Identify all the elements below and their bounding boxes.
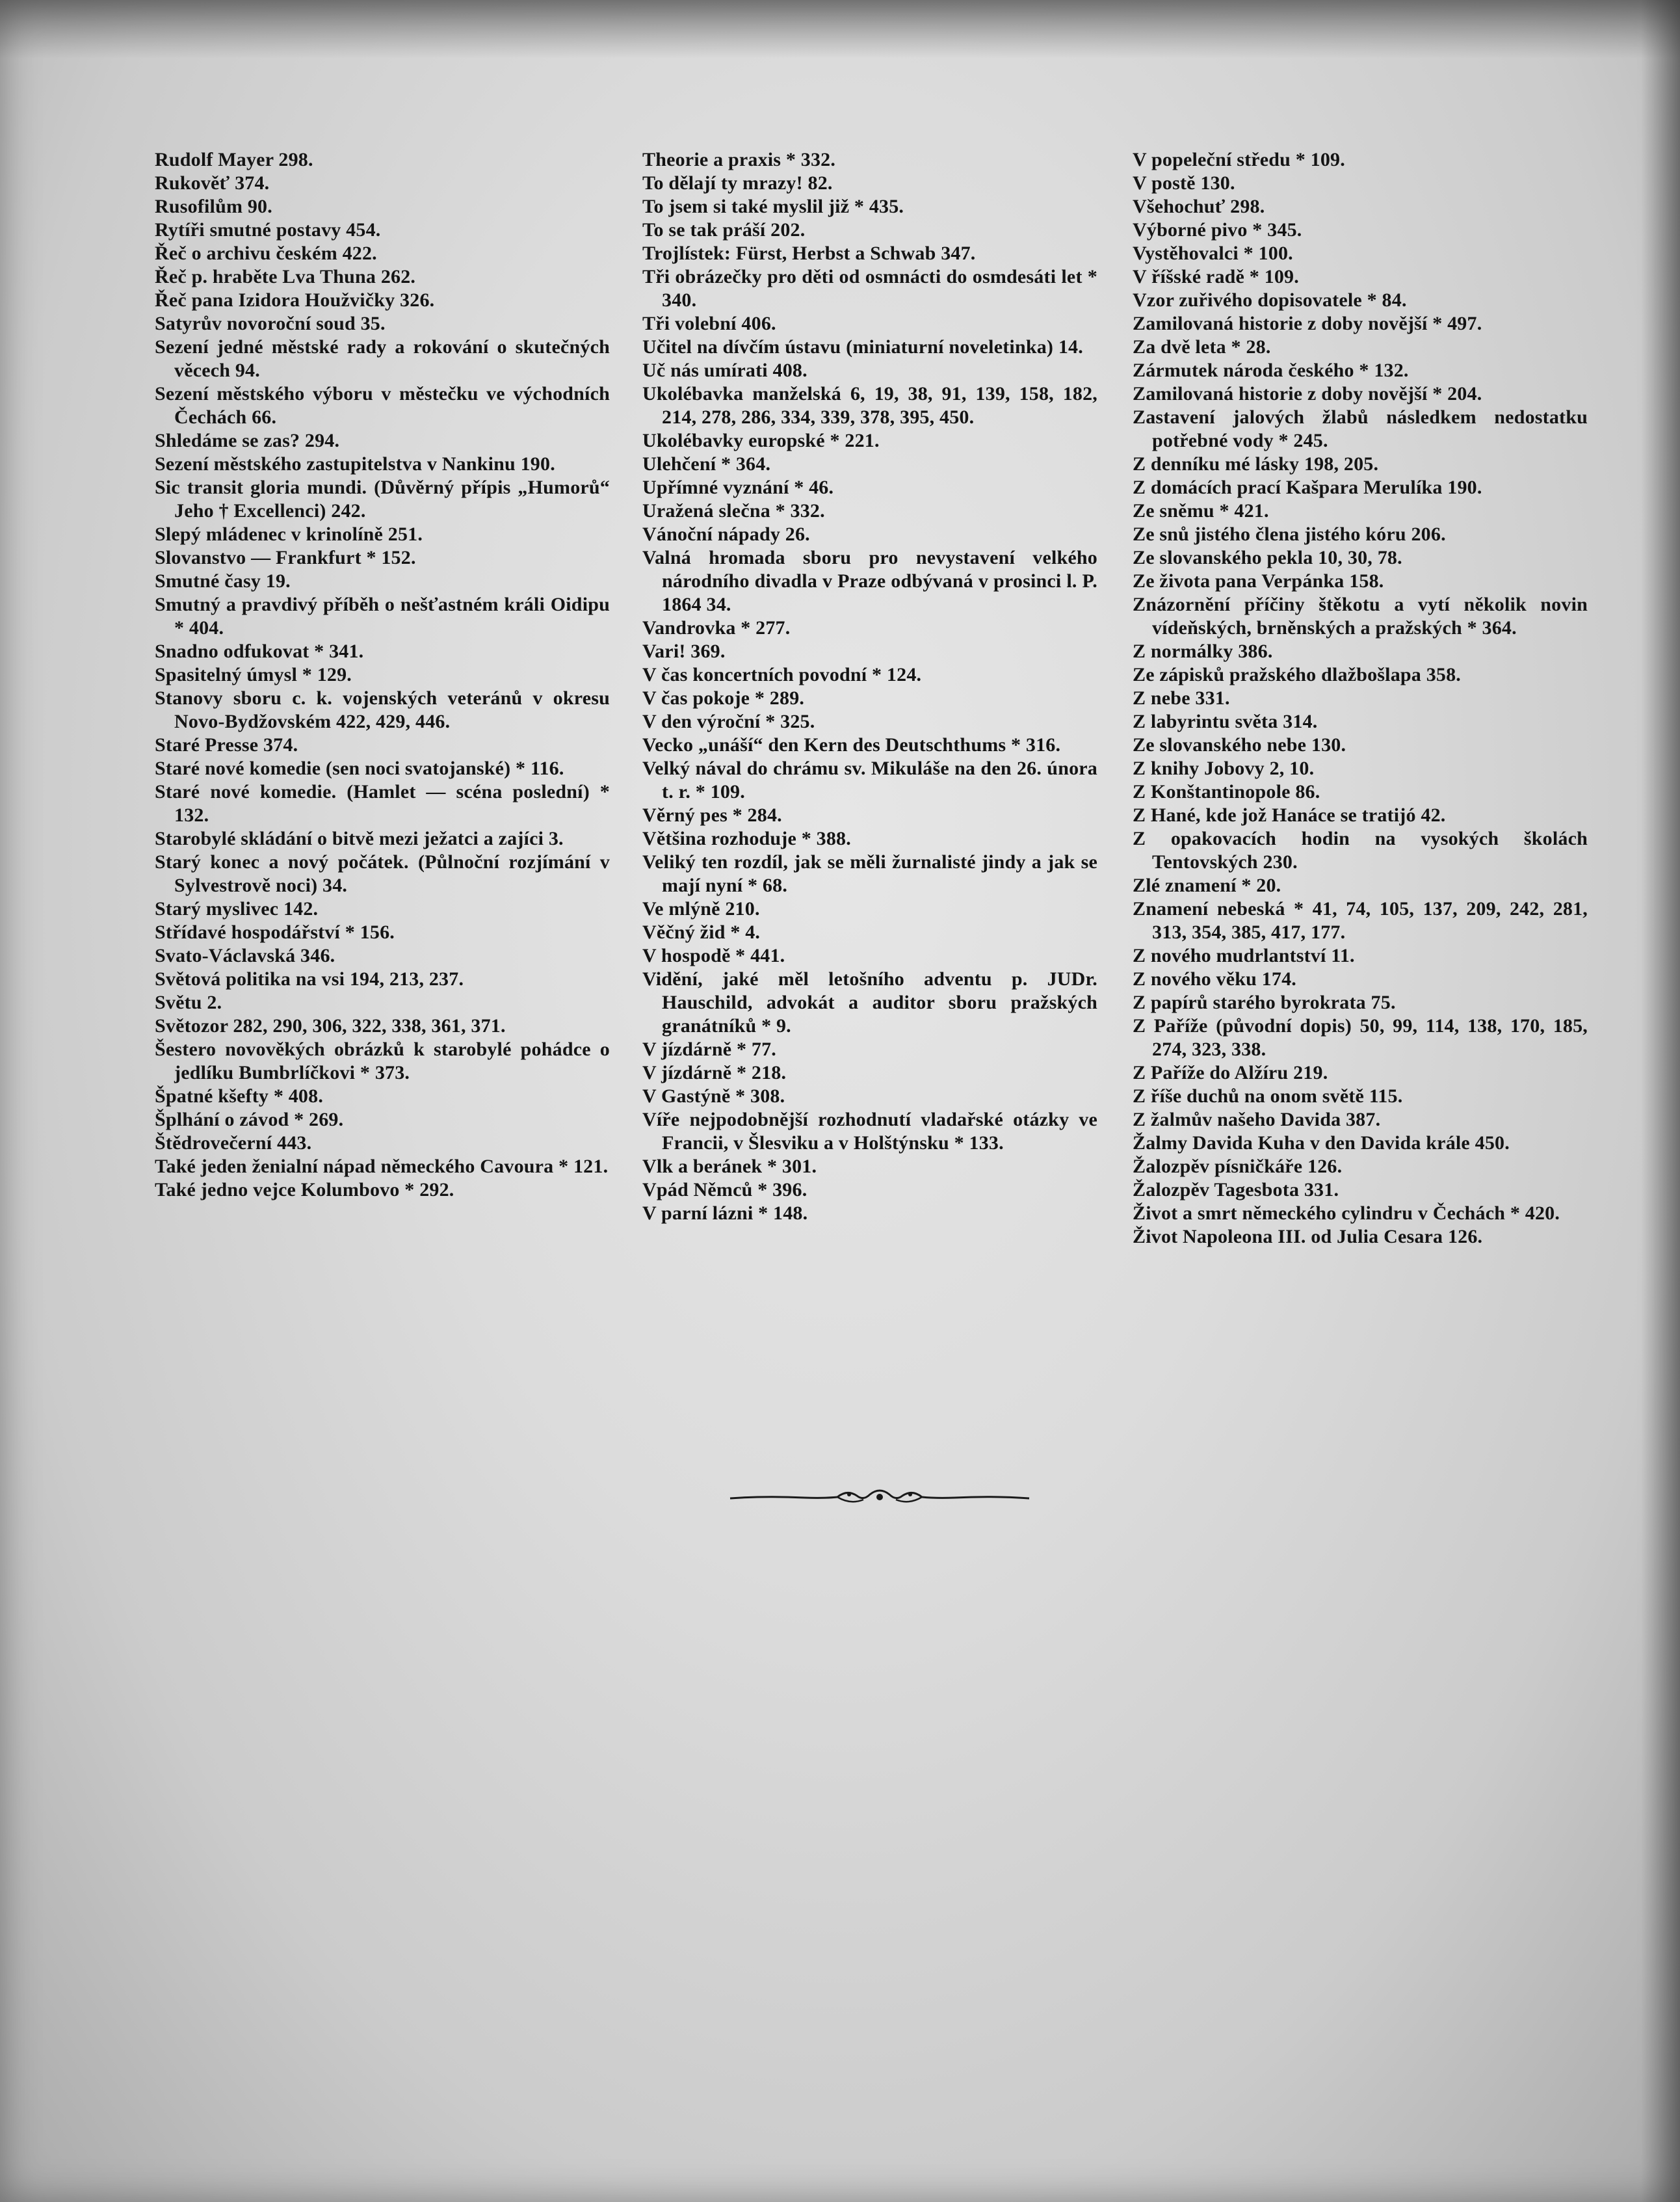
index-entry: Z knihy Jobovy 2, 10. — [1133, 758, 1315, 779]
index-entry: Vari! 369. — [642, 641, 726, 662]
index-entry: Starobylé skládání o bitvě mezi ježatci a zajíci 3. — [155, 828, 564, 849]
index-entry: Žalozpěv písničkáře 126. — [1133, 1156, 1343, 1177]
index-entry: Vpád Němců * 396. — [642, 1179, 807, 1200]
index-entry: Tři volební 406. — [642, 313, 776, 334]
index-entry: Ze života pana Verpánka 158. — [1133, 570, 1384, 592]
index-entry: Zamilovaná historie z doby novější * 497. — [1133, 313, 1482, 334]
index-entry: Učitel na dívčím ústavu (miniaturní noveletinka) 14. — [642, 336, 1083, 358]
index-entry: V jízdárně * 77. — [642, 1039, 776, 1060]
index-entry: Z Hané, kde jož Hanáce se tratijó 42. — [1133, 804, 1446, 826]
index-entry: V hospodě * 441. — [642, 945, 785, 966]
index-entry: Satyrův novoroční soud 35. — [155, 313, 386, 334]
index-entry: Tři obrázečky pro děti od osmnácti do osmdesáti let * 340. — [642, 266, 1097, 311]
index-entry: V říšské radě * 109. — [1133, 266, 1299, 287]
index-entry: Vecko „unáší“ den Kern des Deutschthums * 316. — [642, 734, 1061, 756]
index-entry: To dělají ty mrazy! 82. — [642, 172, 833, 194]
index-entry: Spasitelný úmysl * 129. — [155, 664, 352, 685]
index-entry: Ze sněmu * 421. — [1133, 500, 1269, 522]
index-entry: V postě 130. — [1133, 172, 1235, 194]
index-entry: Zlé znamení * 20. — [1133, 875, 1281, 896]
index-column-1 — [155, 148, 610, 1202]
index-entry: Vlk a beránek * 301. — [642, 1156, 817, 1177]
index-entry: Řeč p. hraběte Lva Thuna 262. — [155, 266, 416, 287]
index-entry: Rusofilům 90. — [155, 196, 272, 217]
index-entry: Také jeden ženialní nápad německého Cavoura * 121. — [155, 1156, 609, 1177]
index-entry: Všehochuť 298. — [1133, 196, 1265, 217]
index-column-2 — [642, 148, 1097, 1225]
index-entry: Vandrovka * 277. — [642, 617, 791, 639]
index-entry: Zastavení jalových žlabů následkem nedostatku potřebné vody * 245. — [1133, 406, 1588, 451]
index-entry: Veliký ten rozdíl, jak se měli žurnalisté jindy a jak se mají nyní * 68. — [642, 851, 1097, 896]
index-entry: Výborné pivo * 345. — [1133, 219, 1302, 241]
index-entry: Štědrovečerní 443. — [155, 1132, 312, 1154]
flourish-divider-icon — [727, 1484, 1032, 1510]
index-entry: Řeč o archivu českém 422. — [155, 243, 377, 264]
index-entry: Rukověť 374. — [155, 172, 270, 194]
index-entry: Staré nové komedie. (Hamlet — scéna poslední) * 132. — [155, 781, 610, 826]
index-entry: V čas koncertních povodní * 124. — [642, 664, 922, 685]
index-entry: V den výroční * 325. — [642, 711, 815, 732]
index-entry: Shledáme se zas? 294. — [155, 430, 340, 451]
index-entry: Ulehčení * 364. — [642, 453, 771, 475]
index-entry: Ukolébavka manželská 6, 19, 38, 91, 139, 158, 182, 214, 278, 286, 334, 339, 378, 395, 450. — [642, 383, 1097, 428]
index-entry: Ze slovanského nebe 130. — [1133, 734, 1346, 756]
index-entry: Snadno odfukovat * 341. — [155, 641, 364, 662]
index-entry: Světu 2. — [155, 992, 222, 1013]
index-entry: Vánoční nápady 26. — [642, 524, 810, 545]
index-entry: Sezení jedné městské rady a rokování o skutečných věcech 94. — [155, 336, 610, 381]
index-entry: V jízdárně * 218. — [642, 1062, 787, 1083]
index-entry: Věrný pes * 284. — [642, 804, 782, 826]
index-entry: Z Paříže (původní dopis) 50, 99, 114, 138, 170, 185, 274, 323, 338. — [1133, 1015, 1588, 1060]
index-entry: Starý konec a nový počátek. (Půlnoční rozjímání v Sylvestrově noci) 34. — [155, 851, 610, 896]
index-entry: Starý myslivec 142. — [155, 898, 319, 920]
index-entry: Žalmy Davida Kuha v den Davida krále 450. — [1133, 1132, 1510, 1154]
index-entry: Z nebe 331. — [1133, 687, 1230, 709]
index-entry: Za dvě leta * 28. — [1133, 336, 1271, 358]
index-entry: Velký nával do chrámu sv. Mikuláše na den 26. února t. r. * 109. — [642, 758, 1097, 803]
index-entry: V popeleční středu * 109. — [1133, 149, 1345, 170]
page-shadow-right — [1641, 0, 1680, 2202]
index-entry: Smutné časy 19. — [155, 570, 291, 592]
index-entry: Ze snů jistého člena jistého kóru 206. — [1133, 524, 1446, 545]
index-entry: Uč nás umírati 408. — [642, 360, 807, 381]
index-entry: V parní lázni * 148. — [642, 1202, 808, 1224]
index-entry: Rytíři smutné postavy 454. — [155, 219, 381, 241]
index-entry: Špatné kšefty * 408. — [155, 1085, 324, 1107]
index-entry: Slovanstvo — Frankfurt * 152. — [155, 547, 416, 568]
index-entry: Z žalmův našeho Davida 387. — [1133, 1109, 1381, 1130]
index-entry: Slepý mládenec v krinolíně 251. — [155, 524, 423, 545]
index-entry: Uražená slečna * 332. — [642, 500, 825, 522]
index-entry: To se tak práší 202. — [642, 219, 806, 241]
index-entry: Řeč pana Izidora Houžvičky 326. — [155, 289, 435, 311]
index-entry: Z domácích prací Kašpara Merulíka 190. — [1133, 477, 1482, 498]
index-entry: Život Napoleona III. od Julia Cesara 126. — [1133, 1226, 1483, 1247]
index-entry: Znamení nebeská * 41, 74, 105, 137, 209, 242, 281, 313, 354, 385, 417, 177. — [1133, 898, 1588, 943]
index-entry: Vystěhovalci * 100. — [1133, 243, 1293, 264]
index-entry: Rudolf Mayer 298. — [155, 149, 313, 170]
index-entry: Ze zápisků pražského dlažbošlapa 358. — [1133, 664, 1461, 685]
page-shadow-top — [0, 0, 1680, 59]
index-entry: V čas pokoje * 289. — [642, 687, 805, 709]
index-entry: Z labyrintu světa 314. — [1133, 711, 1318, 732]
index-entry: Z papírů starého byrokrata 75. — [1133, 992, 1396, 1013]
index-entry: Z nového věku 174. — [1133, 968, 1296, 990]
index-entry: Trojlístek: Fürst, Herbst a Schwab 347. — [642, 243, 976, 264]
index-entry: Vidění, jaké měl letošního adventu p. JUDr. Hauschild, advokát a auditor sboru pražských granátníků * 9. — [642, 968, 1097, 1037]
index-entry: To jsem si také myslil již * 435. — [642, 196, 904, 217]
index-entry: Šplhání o závod * 269. — [155, 1109, 344, 1130]
index-entry: Šestero novověkých obrázků k starobylé pohádce o jedlíku Bumbrlíčkovi * 373. — [155, 1039, 610, 1083]
index-entry: Střídavé hospodářství * 156. — [155, 922, 395, 943]
index-entry: Vzor zuřivého dopisovatele * 84. — [1133, 289, 1407, 311]
index-entry: Stanovy sboru c. k. vojenských veteránů v okresu Novo-Bydžovském 422, 429, 446. — [155, 687, 610, 732]
index-entry: Z nového mudrlantství 11. — [1133, 945, 1355, 966]
index-entry: Víře nejpodobnější rozhodnutí vladařské otázky ve Francii, v Šlesviku a v Holštýnsku * 133. — [642, 1109, 1097, 1154]
index-entry: Věčný žid * 4. — [642, 922, 761, 943]
index-entry: Světová politika na vsi 194, 213, 237. — [155, 968, 464, 990]
index-entry: Také jedno vejce Kolumbovo * 292. — [155, 1179, 454, 1200]
index-entry: Valná hromada sboru pro nevystavení velkého národního divadla v Praze odbývaná v prosinci l. P. 1864 34. — [642, 547, 1097, 615]
index-entry: Znázornění příčiny štěkotu a vytí několik novin vídeňských, brněnských a pražských * 364. — [1133, 594, 1588, 639]
index-column-3 — [1133, 148, 1588, 1249]
index-entry: Z denníku mé lásky 198, 205. — [1133, 453, 1379, 475]
index-entry: Ukolébavky europské * 221. — [642, 430, 880, 451]
index-entry: Žalozpěv Tagesbota 331. — [1133, 1179, 1339, 1200]
index-entry: Sic transit gloria mundi. (Důvěrný přípis „Humorů“ Jeho † Excellenci) 242. — [155, 477, 610, 522]
index-entry: Z opakovacích hodin na vysokých školách Tentovských 230. — [1133, 828, 1588, 873]
index-entry: Světozor 282, 290, 306, 322, 338, 361, 371. — [155, 1015, 506, 1037]
index-entry: Zamilovaná historie z doby novější * 204. — [1133, 383, 1482, 405]
index-entry: Život a smrt německého cylindru v Čechách * 420. — [1133, 1202, 1560, 1224]
index-entry: Staré nové komedie (sen noci svatojanské) * 116. — [155, 758, 564, 779]
index-entry: Z říše duchů na onom světě 115. — [1133, 1085, 1403, 1107]
index-entry: Staré Presse 374. — [155, 734, 298, 756]
index-entry: Sezení městského zastupitelstva v Nankinu 190. — [155, 453, 555, 475]
index-entry: Ve mlýně 210. — [642, 898, 760, 920]
index-entry: Smutný a pravdivý příběh o nešťastném králi Oidipu * 404. — [155, 594, 610, 639]
index-entry: Sezení městského výboru v městečku ve východních Čechách 66. — [155, 383, 610, 428]
index-entry: Zármutek národa českého * 132. — [1133, 360, 1409, 381]
index-entry: Svato-Václavská 346. — [155, 945, 335, 966]
index-entry: Upřímné vyznání * 46. — [642, 477, 834, 498]
index-entry: Z Konštantinopole 86. — [1133, 781, 1320, 803]
index-entry: Theorie a praxis * 332. — [642, 149, 836, 170]
index-entry: V Gastýně * 308. — [642, 1085, 785, 1107]
index-entry: Z normálky 386. — [1133, 641, 1273, 662]
index-entry: Z Paříže do Alžíru 219. — [1133, 1062, 1328, 1083]
index-entry: Většina rozhoduje * 388. — [642, 828, 851, 849]
index-entry: Ze slovanského pekla 10, 30, 78. — [1133, 547, 1402, 568]
